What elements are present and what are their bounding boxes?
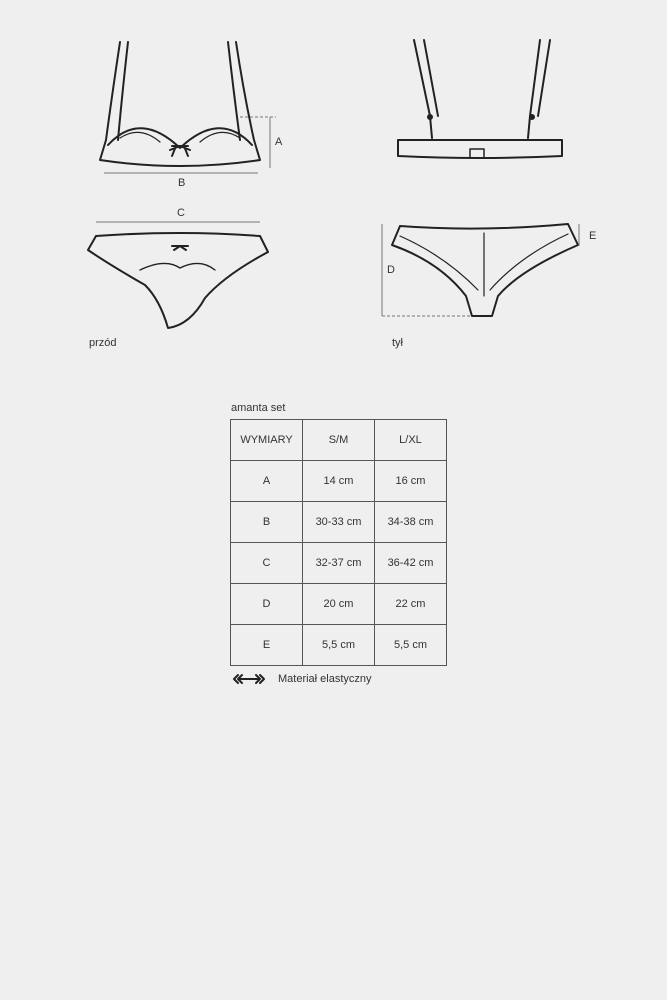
table-cell: C bbox=[231, 543, 303, 584]
table-cell: 32-37 cm bbox=[303, 543, 375, 584]
table-cell: A bbox=[231, 461, 303, 502]
table-title: amanta set bbox=[231, 402, 286, 414]
dim-label-a: A bbox=[275, 136, 283, 148]
back-caption: tył bbox=[392, 337, 403, 349]
table-header-row bbox=[231, 420, 447, 461]
panty-front-drawing bbox=[88, 233, 268, 328]
dim-label-c: C bbox=[177, 207, 185, 219]
garment-diagram bbox=[0, 0, 667, 380]
table-row bbox=[231, 584, 447, 625]
table-cell: 5,5 cm bbox=[375, 625, 447, 666]
table-cell: E bbox=[231, 625, 303, 666]
dim-label-e: E bbox=[589, 230, 597, 242]
table-row bbox=[231, 461, 447, 502]
table-row bbox=[231, 543, 447, 584]
dim-label-d: D bbox=[387, 264, 395, 276]
table-row bbox=[231, 502, 447, 543]
table-cell: 30-33 cm bbox=[303, 502, 375, 543]
dim-label-b: B bbox=[178, 177, 186, 189]
bra-front-drawing bbox=[100, 42, 260, 166]
table-row bbox=[231, 625, 447, 666]
table-cell: D bbox=[231, 584, 303, 625]
table-cell: 16 cm bbox=[375, 461, 447, 502]
header-cell: S/M bbox=[303, 420, 375, 461]
table-cell: 14 cm bbox=[303, 461, 375, 502]
table-cell: 20 cm bbox=[303, 584, 375, 625]
table-cell: 36-42 cm bbox=[375, 543, 447, 584]
table-cell: B bbox=[231, 502, 303, 543]
panty-back-drawing bbox=[392, 224, 578, 316]
table-cell: 34-38 cm bbox=[375, 502, 447, 543]
table-cell: 5,5 cm bbox=[303, 625, 375, 666]
table-cell: 22 cm bbox=[375, 584, 447, 625]
bra-back-drawing bbox=[398, 40, 562, 158]
legend bbox=[232, 673, 372, 685]
header-cell: L/XL bbox=[375, 420, 447, 461]
header-cell: WYMIARY bbox=[231, 420, 303, 461]
legend-label: Materiał elastyczny bbox=[278, 673, 372, 685]
front-caption: przód bbox=[89, 337, 117, 349]
elastic-arrow-icon bbox=[232, 673, 266, 685]
size-table bbox=[230, 419, 447, 666]
